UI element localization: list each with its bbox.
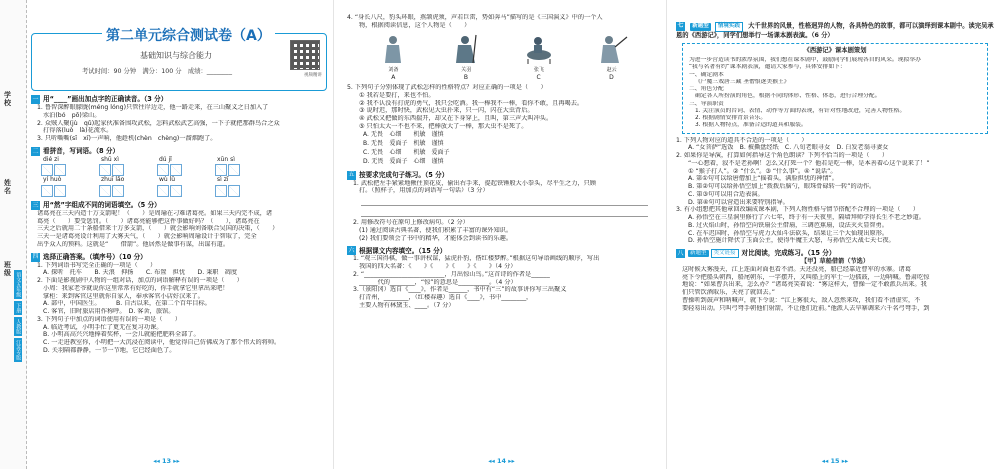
new-type-tag: 新题型: [690, 250, 707, 257]
essay-line: 们只管饮酒取乐，天亮了就回去。”: [682, 289, 775, 297]
box-line: 一、确定剧本: [689, 71, 724, 78]
question-line: 4. “身长八尺，豹头环眼，燕颔虎须，声若巨雷，势如奔马”描写的是《三国演义》中的一个人: [347, 14, 603, 21]
choice-line: A. 第①句可以给唐僧加上“摇着头，满脸担忧的神情”。: [688, 175, 838, 183]
question-line: 小周：我家老爷就说你这里常常有好吃的，你手就拿它里拿出来吧！: [43, 284, 229, 292]
question-line: (2) 我们要领会了书中的精华，才能体会到读书的乐趣。: [359, 234, 513, 242]
pinyin: wù lǔ: [159, 176, 176, 184]
answer-line[interactable]: [361, 208, 648, 217]
question-line: 5. 下列句子分别体现了武松怎样的性格特点？对应正确的一项是（ ）: [347, 84, 547, 91]
choice-line: D. 孙悟空施计降伏了玉面公主，使得牛魔王大怒，与孙悟空大战七天七夜。: [688, 237, 895, 245]
choice-line: C. 第③句可以用合适表演。: [688, 190, 764, 198]
pinyin-row: [43, 156, 327, 164]
table-cell: A. 无畏: [363, 131, 383, 139]
link-tag: 类文链接: [711, 249, 739, 258]
figure-label: 关羽: [461, 67, 472, 74]
section-5-header: [347, 171, 658, 180]
section-2-header: [31, 147, 327, 156]
essay-line: 曹操听到鼓声和呐喊声，就下令说：“江上雾很大，敌人忽然来攻，我们看不清虚实，不: [682, 296, 921, 304]
page-subtitle: 基础知识与综合能力: [140, 51, 212, 60]
section-number: 二: [32, 147, 39, 155]
section-1-header: [31, 95, 327, 104]
quote-line: ① “猴子打人”。② “什么”。③ “什么事”。④ “说话”。: [688, 167, 837, 175]
pinyin: yí huò: [43, 176, 62, 184]
question-line: 我国的四大名著：《 》《 》《 》《 》（4 分）: [359, 263, 517, 270]
question-line: 2. 众贼人聚(jù qǔ)起家伙准备围攻武松，怎料武松武艺高强，一下子就把那群鸟合之众: [37, 119, 280, 127]
answer-line[interactable]: [361, 197, 648, 206]
quote-line: ③ 说时迟，那时快，武松见大虫扑来，只一闪，闪在大虫背后。: [359, 107, 534, 115]
figure-guanyu[interactable]: [449, 33, 483, 74]
page-number[interactable]: ◂◂ 14 ▸▸: [488, 456, 515, 465]
choice-line: A. 探听 托车 B. 天浪 抑扬 C. 布置 担忧 D. 秉职 凋度: [43, 269, 238, 277]
box-line: 1. 关注演员的台词、表情、动作等方面的表现，有针对性地改进，完善人物性格。: [695, 107, 906, 114]
box-line: 确定各人所扮演的角色，根据不同的体形、性格、体态，进行合理分配。: [695, 93, 881, 100]
figure-liubei[interactable]: [376, 33, 410, 74]
warrior-figure-icon: [595, 33, 629, 65]
table-cell: 谨慎: [431, 158, 444, 166]
table-cell: 爱面子: [431, 149, 450, 157]
question-line: 2. 用修改符号在原句上修改病句。（2 分）: [353, 219, 469, 226]
warrior-figure-icon: [376, 33, 410, 65]
question-line: 打青州，________，（红楼春趣）选自《____》，书中________，: [359, 294, 533, 301]
writing-boxes: [41, 185, 327, 197]
section-title: 选择正确答案。（填序号）（10 分）: [43, 252, 147, 261]
table-cell: 机敏: [413, 149, 426, 157]
question-line: 物，根据阅读信息，这个人物是（ ）: [359, 21, 471, 29]
table-cell: 爱面子: [389, 158, 408, 166]
table-cell: 机敏: [413, 131, 426, 139]
question-line: 3.（景阳冈）选自《____》，作者是______，书中有“三”的故事讲你写三出聚义: [353, 286, 567, 294]
char-box[interactable]: [112, 185, 124, 197]
choice-line: D. 关羽隔都静静，一节一节地，它已经面色了。: [43, 346, 176, 354]
question-line: 掌柜：来到客官这里就你自家人，奉承客官小店好汉来了。: [43, 292, 204, 300]
quote-line: ④ 武松又把做的东西揣开，却又在下身穿上，且叫，第三声大叫冲头。: [359, 115, 553, 122]
section-title: 根据课文内容填空。（15 分）: [359, 246, 447, 255]
box-line: 《尸魔三戏唐三藏 圣僧恨逐美猴王》: [695, 78, 790, 85]
essay-line: 亮下令把船头朝西，船尾朝东，一字摆开，又叫船上的军士一边擂鼓，一边呐喊。鲁肃吃惊: [682, 273, 930, 281]
char-box[interactable]: [112, 164, 124, 176]
page-number[interactable]: ◂◂ 15 ▸▸: [821, 456, 849, 465]
choice-line: D. 第④句可以营造出来要特别指导。: [688, 198, 789, 206]
figure-zhaoyun[interactable]: [595, 33, 629, 74]
essay-line: 地说：“如果曹兵出来，怎么办？”诸葛亮笑着说：“雾这样大，曹操一定不敢派兵出来。我: [682, 281, 927, 289]
pinyin: dié zi: [43, 155, 59, 163]
question-line: 诸葛亮在三天内造十万支箭呢！（ ）是周瑜在刁难诸葛亮。如果三天内完不成，诸: [37, 209, 273, 217]
section-number: 三: [32, 201, 39, 209]
box-line: 为进一步营造读书的浓厚氛围，我们想在课本剧中，鼓励同学们展现各自的风采。现拟举办: [689, 57, 921, 64]
edition-tags: [14, 270, 25, 364]
character-figures: [357, 33, 648, 74]
horse-rider-icon: [522, 33, 556, 65]
question-line: 1. 武松把左手紧紧地揪住顶花皮，偷出右手来，提起铁锤般大小拳头，尽平生之力，只顾: [353, 179, 596, 187]
question-line: ______代的________，“惊”的意思是__________。（4 分）: [359, 278, 517, 286]
table-cell: 谨慎: [431, 140, 444, 148]
question-line: (1) 通过阅读古典名著，使我们积累了丰富的课外知识。: [359, 226, 513, 234]
choice-line: B. 第②句可以给孙悟空加上“拨拨后脑勺，眼珠骨碌转一转”的动作。: [688, 183, 876, 191]
section-7-header: [676, 22, 994, 40]
quote-line: ① 我若是要打，来也不怕。: [359, 91, 435, 99]
question-line: 打。（照样子，用加点的词语写一句话）（3 分）: [359, 187, 489, 195]
essay-line: 这时候大雾漫天，江上连面对面也看不清。天还没亮，船已经靠近曹军的水寨。诸葛: [682, 265, 911, 273]
section-number: 一: [32, 95, 39, 103]
char-box[interactable]: [215, 185, 227, 197]
figure-zhangfei[interactable]: [522, 33, 556, 74]
question-line: 主要人物有林黛玉、____。（7 分）: [359, 301, 455, 309]
edition-tag: 江苏专版: [15, 340, 22, 360]
table-cell: 爱面子: [389, 140, 408, 148]
choice-b[interactable]: B: [463, 73, 468, 81]
section-title: 按要求完成句子练习。（5 分）: [359, 170, 449, 179]
char-box[interactable]: [170, 185, 182, 197]
char-box[interactable]: [41, 185, 53, 197]
section-title: 用“然”字组成不同的词语填空。（5 分）: [43, 201, 161, 210]
question-line: 2. 如果你是导演，打算如何指导这个角色朗读？下列不恰当的一项是（ ）: [676, 152, 889, 160]
section-title: 对比阅读，完成练习。（15 分）: [741, 249, 836, 258]
new-type-tag: 新题型: [692, 23, 709, 30]
choice-line: B. 小明高高兴兴地捧着奖杯，一会儿就能把肥料全部了。: [43, 331, 200, 339]
char-box[interactable]: [157, 185, 169, 197]
box-line: “我与名著有约”课本剧表演，邀请大家参与，具体安排如下：: [689, 64, 846, 71]
question-line: 出乎众人的预料。这就是“ 借箭”。他居然是做事有谋，出谋有道。: [37, 240, 230, 248]
table-row[interactable]: [363, 140, 455, 149]
choice-d[interactable]: D: [609, 73, 614, 81]
table-cell: 心细: [389, 149, 402, 157]
question-line: 3. 下列句子中加点的词语使用有误的一项是（ ）: [37, 315, 181, 323]
choice-line: A. 部中，中国医生。 B. 自古以来，在第二个百年目标。: [43, 300, 211, 308]
table-cell: 心细: [389, 131, 402, 139]
page-15: [670, 0, 1000, 469]
pinyin: shū xì: [101, 155, 119, 163]
quote-line: “一心想着，寂不是老孙啊！怎么又打死一个？他若是吃一棒，是本善着心这个说来了！”: [688, 159, 930, 167]
table-cell: 谨慎: [431, 131, 444, 139]
char-box[interactable]: [228, 185, 240, 197]
table-row[interactable]: [363, 149, 455, 158]
essay-title: 【甲】草船借箭（节选）: [800, 258, 870, 266]
section-title: 大千世界的风景，性格迥异的人物，各具特色的故事，都可以演绎到课本剧中。读完吴承恩的《西游记》，同学们想举行一场课本剧表演。（6 分）: [676, 22, 994, 39]
section-8-header: [676, 249, 994, 258]
pinyin: dú jǐ: [159, 155, 172, 163]
question-line: 三天之后就用二十条船借来十万多支箭，（ ）就会影响刘备联合吴国的决策，（ ）: [37, 225, 279, 233]
choice-line: B. 过火焰山时，孙悟空向铁扇公主借扇，三调芭蕉扇，设法灭火显智勇。: [688, 221, 888, 229]
page-14: [337, 0, 667, 469]
question-line: 2. “__________________________，月出惊山鸟。”这首诗的作者是______: [353, 270, 550, 278]
section-title: 看拼音，写词语。（8 分）: [43, 147, 120, 156]
char-box[interactable]: [215, 164, 227, 176]
essay-line: 要轻易出动。只叫弓弩手朝他们射箭，不让他们近前。”他派人去旱寨调来六千名弓弩手，到: [682, 304, 930, 312]
box-line: 三、导演职责: [689, 100, 724, 107]
section-4-header: [31, 253, 327, 262]
edition-tag: 语文五年级: [15, 272, 22, 297]
choice-c[interactable]: C: [536, 73, 541, 81]
question-line: 1. 鲁智深醉眼朦胧(méng lóng)只管往岸边走，他一路走来，在三山聚义之日加入了: [37, 104, 269, 111]
question-line: 三天一是诸葛亮设计利用了大雾天气，（ ）就会影响周瑜设计于智取了，完全: [37, 233, 257, 240]
table-cell: B. 无畏: [363, 140, 383, 148]
question-line: 葛亮（ ）要受惩罚。（ ）诸葛亮能够把这件事做好吗？（ ），诸葛亮在: [37, 217, 260, 225]
quote-line: ⑤ 只怕太大一不也不来，把棒放大了一棒，那大虫不是死了。: [359, 122, 528, 130]
page-13: [0, 0, 334, 469]
choice-line: C. 客官，旧时旅店用作称呼。 D. 客舍，旅馆。: [43, 308, 175, 315]
char-box[interactable]: [99, 164, 111, 176]
question-line: 1. 下列词语书写完全正确的一项是（ ）: [37, 261, 157, 269]
question-line: 3. 有小组想把其他章回改编成课本剧，下列人物性格与情节搭配不合理的一项是（ ）: [676, 206, 919, 214]
pinyin: sì zī: [217, 176, 229, 184]
class-field: 班级: [4, 261, 11, 277]
figure-choices: [357, 74, 648, 82]
script-plan-box: [682, 43, 988, 133]
char-box[interactable]: [41, 164, 53, 176]
question-line: 1. “观三国得棋，做一事讲权谋，猛虎扑豹，偕红楼梦醉。”根据这句导语画线的顺序，写出: [353, 255, 600, 263]
section-number: 六: [348, 247, 355, 254]
box-line: 二、角色分配: [689, 86, 724, 93]
table-cell: D. 无畏: [363, 158, 384, 166]
choice-line: A. 临近考试，小明手忙了更无在复习功课。: [43, 323, 163, 331]
char-box[interactable]: [54, 164, 66, 176]
char-box[interactable]: [54, 185, 66, 197]
char-box[interactable]: [99, 185, 111, 197]
pinyin: zhuī lǎo: [101, 176, 125, 184]
exam-meta: 考试时间：90 分钟 满分：100 分 成绩：________: [82, 68, 232, 75]
binding-sidebar: [0, 0, 27, 469]
table-cell: 机敏: [413, 140, 426, 148]
practice-tag: 情境实践: [715, 22, 743, 31]
figure-label: 张飞: [533, 67, 544, 74]
warrior-figure-icon: [449, 33, 483, 65]
edition-tag: 下册: [15, 303, 22, 313]
pinyin: xūn sì: [217, 155, 235, 163]
qr-code-icon[interactable]: [290, 40, 320, 70]
question-line: 水泊(bó pō)梁山。: [43, 111, 101, 119]
section-number: 八: [677, 249, 684, 257]
writing-boxes: [41, 164, 327, 176]
section-title: 用“____”画出加点字的正确读音。（3 分）: [43, 95, 168, 104]
page-title: 第二单元综合测试卷（A）: [102, 28, 275, 46]
section-number: 五: [348, 171, 355, 179]
page-number[interactable]: ◂◂ 13 ▸▸: [153, 456, 180, 465]
figure-label: 赵云: [606, 67, 617, 74]
question-line: 1. 下列人物对应的道具不合适的一项是（ ）: [676, 136, 808, 144]
choice-line: A. “女菩萨”选饭 B. 被撕盘经纸 C. 八旬老眼寻女 D. 白发老翁寻妻女: [688, 144, 889, 152]
table-row[interactable]: [363, 158, 455, 167]
table-cell: C. 无畏: [363, 149, 384, 157]
table-cell: 心细: [413, 158, 426, 166]
box-title: 《西游记》课本剧策划: [803, 47, 867, 55]
char-box[interactable]: [228, 164, 240, 176]
qr-label: 视频精讲: [304, 73, 322, 78]
section-number: 四: [32, 253, 39, 261]
edition-tag: 人教版: [15, 319, 22, 334]
table-row[interactable]: [363, 131, 455, 140]
choice-line: A. 孙悟空在三星洞里修行了六七年，终于有一天夜里，隔墙拜师学得长生不老之妙道。: [688, 214, 925, 222]
section-number: 七: [677, 22, 684, 30]
question-line: 3. 只听嘶嘶(sī xī)一声响，他趁机(chèn chèng)一溜烟跑了。: [37, 135, 217, 142]
choice-line: C. 一走进教室你，小明把一大沉浸在阅读中，他觉得自己仿佛成为了那个伟大的将帅。: [43, 339, 281, 346]
question-line: 2. 下面是影视剧中人物的一组对话，加点的词语解释有误的一项是（ ）: [37, 277, 243, 284]
box-line: 2. 根据剧情安排背景音乐。: [695, 115, 767, 122]
question-line: 打得落(luò là)花流水。: [43, 127, 113, 135]
figure-label: 刘备: [388, 67, 399, 74]
char-box[interactable]: [170, 164, 182, 176]
char-box[interactable]: [157, 164, 169, 176]
quote-line: ② 我不认没有打虎的勇气，我只会吃酒。我一棒我不一棒，看你不敢，且再喝去。: [359, 99, 584, 107]
school-field: 学校: [4, 91, 11, 107]
trait-choice-table: [363, 131, 455, 167]
test-banner: [31, 28, 327, 91]
section-3-header: [31, 201, 327, 210]
pinyin-row: [43, 176, 327, 184]
choice-line: C. 在车迟国时，孙悟空与虎力大仙斗法砍头，结果让三个大仙现出原形。: [688, 229, 889, 237]
box-line: 3. 根据人物特点，准备合适的道具和服装。: [695, 122, 807, 129]
choice-a[interactable]: A: [391, 73, 396, 81]
name-field: 姓名: [4, 179, 11, 195]
section-6-header: [347, 246, 658, 255]
